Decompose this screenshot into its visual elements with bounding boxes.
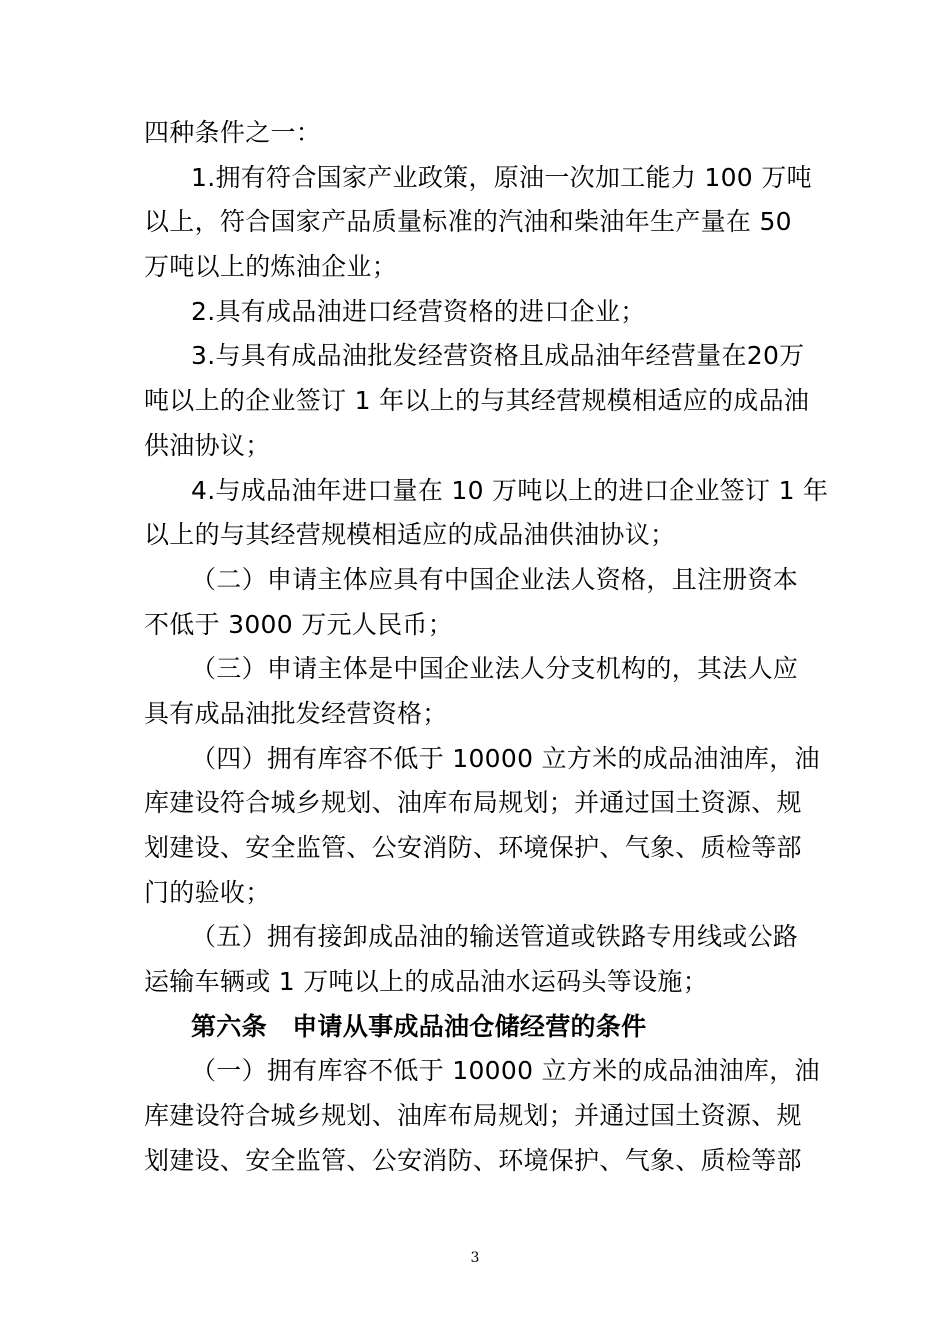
text-line: （二）申请主体应具有中国企业法人资格，且注册资本 — [191, 564, 799, 594]
text-line: 2.具有成品油进口经营资格的进口企业； — [191, 296, 646, 326]
text-line: 门的验收； — [144, 877, 271, 907]
text-line: （五）拥有接卸成品油的输送管道或铁路专用线或公路 — [191, 922, 799, 952]
text-line: 吨以上的企业签订 1 年以上的与其经营规模相适应的成品油 — [144, 386, 810, 416]
page-number: 3 — [470, 1250, 480, 1266]
text-line: 以上的与其经营规模相适应的成品油供油协议； — [144, 520, 676, 550]
text-line: 3.与具有成品油批发经营资格且成品油年经营量在20万 — [191, 341, 805, 371]
text-line: （三）申请主体是中国企业法人分支机构的，其法人应 — [191, 654, 799, 684]
text-line: 具有成品油批发经营资格； — [144, 698, 448, 728]
text-line: 1.拥有符合国家产业政策，原油一次加工能力 100 万吨 — [191, 162, 812, 192]
text-line: 万吨以上的炼油企业； — [144, 252, 398, 282]
text-line: （一）拥有库容不低于 10000 立方米的成品油油库，油 — [191, 1056, 820, 1086]
text-line: 供油协议； — [144, 430, 271, 460]
text-line: 不低于 3000 万元人民币； — [144, 609, 454, 639]
text-line: 4.与成品油年进口量在 10 万吨以上的进口企业签订 1 年 — [191, 475, 829, 505]
text-line: （四）拥有库容不低于 10000 立方米的成品油油库，油 — [191, 743, 820, 773]
document-body — [144, 111, 829, 1184]
text-line: 四种条件之一： — [144, 118, 322, 147]
text-line: 库建设符合城乡规划、油库布局规划；并通过国土资源、规 — [144, 788, 802, 818]
text-line: 运输车辆或 1 万吨以上的成品油水运码头等设施； — [144, 967, 709, 997]
text-line: 以上，符合国家产品质量标准的汽油和柴油年生产量在 50 — [144, 207, 792, 237]
text-line: 划建设、安全监管、公安消防、环境保护、气象、质检等部 — [144, 1145, 802, 1175]
text-line: 库建设符合城乡规划、油库布局规划；并通过国土资源、规 — [144, 1101, 802, 1131]
article-heading: 第六条 申请从事成品油仓储经营的条件 — [191, 1011, 647, 1041]
text-line: 划建设、安全监管、公安消防、环境保护、气象、质检等部 — [144, 833, 802, 862]
